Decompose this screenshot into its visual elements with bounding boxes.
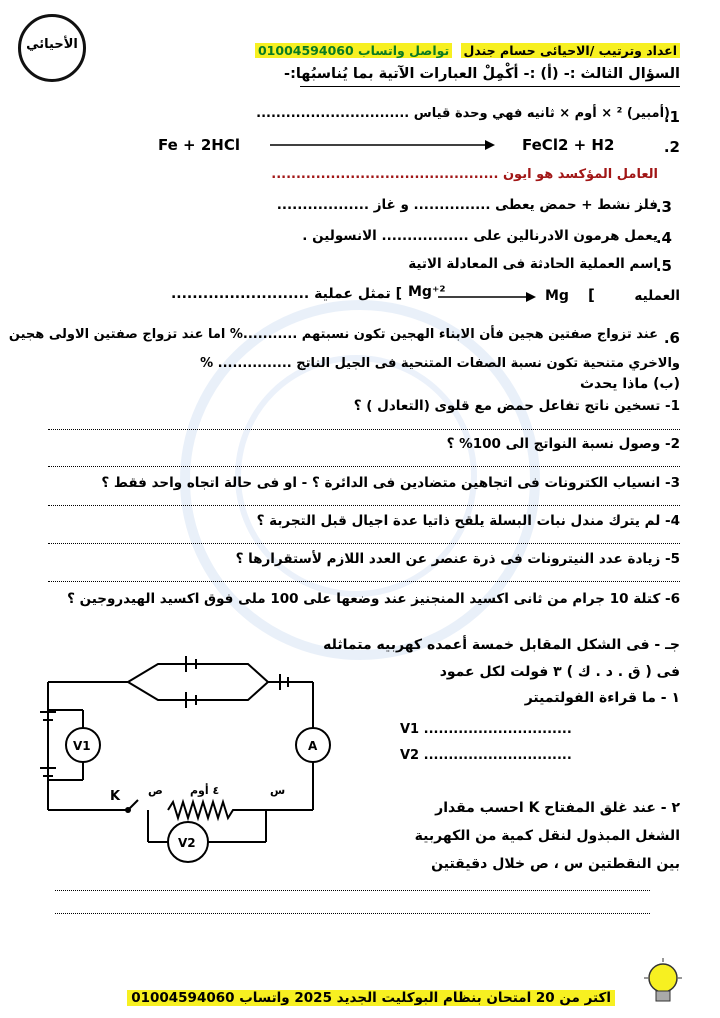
q4-number: .4 <box>655 229 672 247</box>
v1-label: V1 <box>73 739 91 753</box>
lightbulb-icon <box>640 958 686 1012</box>
ohm-label: ٤ أوم <box>190 784 220 797</box>
part-b-item: 5- زيادة عدد النيترونات فى ذرة عنصر عن العدد اللازم لأستقرارها ؟ <box>235 551 680 567</box>
q1-text: (أمبير) ² × أوم × ثانيه فهي وحدة قياس ............................... <box>256 106 670 121</box>
seen-label: س <box>270 784 286 797</box>
q4-text: يعمل هرمون الادرنالين على ................. الانسولين . <box>302 228 658 244</box>
answer-line[interactable] <box>48 466 680 467</box>
q2-number: .2 <box>663 138 680 156</box>
q6-line-2: والاخري متنحية تكون نسبة الصفات المتنحية فى الجيل الناتج ............... % <box>200 356 680 371</box>
q3-text: فلز نشط + حمض يعطى ............... و غاز .................. <box>276 197 658 213</box>
q5-equation-tail: ] تمثل عملية .......................... <box>170 286 402 302</box>
contact-number: تواصل واتساب 01004594060 <box>255 43 452 58</box>
q1-number: .1 <box>663 108 680 126</box>
part-b-item: 1- تسخين ناتج تفاعل حمض مع قلوى (التعادل ) ؟ <box>353 398 680 414</box>
v2-label: V2 <box>178 836 196 850</box>
part-b-item: 6- كتلة 10 جرام من ثانى اكسيد المنجنيز عند وضعها على 100 ملى فوق اكسيد الهيدروجين ؟ <box>67 591 680 607</box>
prepared-by: اعداد وترتيب /الاحيائى حسام جندل <box>461 43 680 58</box>
footer-banner: اكتر من 20 امتحان بنظام البوكليت الجديد 2025 واتساب 01004594060 <box>127 990 615 1006</box>
answer-line[interactable] <box>55 890 650 891</box>
part-c-sub2-line1: ٢ - عند غلق المفتاح K احسب مقدار <box>435 800 680 816</box>
q2-oxidizing-agent: العامل المؤكسد هو ايون .............................................. <box>271 167 658 182</box>
header-bar <box>255 43 680 58</box>
q5-number: .5 <box>655 257 672 275</box>
answer-line[interactable] <box>48 429 680 430</box>
part-c-intro-2: فى ( ق . د . ك ) ٣ فولت لكل عمود <box>439 664 680 680</box>
q5-product: Mg⁺² <box>408 284 446 300</box>
part-b-item: 3- انسياب الكترونات فى اتجاهين متضادين فى الدائرة ؟ - او فى حالة اتجاه واحد فقط ؟ <box>101 475 680 491</box>
part-c-sub2-line3: بين النقطتين س ، ص خلال دقيقتين <box>431 856 680 872</box>
v1-answer: V1 .............................. <box>400 722 572 737</box>
q6-number: .6 <box>663 329 680 347</box>
a-label: A <box>308 739 318 753</box>
part-b-item: 4- لم يترك مندل نبات البسلة يلقح ذاتيا عدة اجيال قبل التجربة ؟ <box>256 513 680 529</box>
sad-label: ص <box>148 784 163 797</box>
q5-equation-label: العمليه <box>634 288 680 304</box>
switch-pivot <box>125 807 131 813</box>
answer-line[interactable] <box>48 543 680 544</box>
part-b-item: 2- وصول نسبة النواتج الى 100% ؟ <box>446 436 680 452</box>
q5-arrow <box>438 291 536 303</box>
q2-products: FeCl2 + H2 <box>522 136 615 154</box>
q2-reactants: Fe + 2HCl <box>158 136 240 154</box>
q5-reactant: Mg <box>545 288 569 304</box>
part-c-intro: جـ - فى الشكل المقابل خمسة أعمده كهربيه متماثله <box>323 637 680 653</box>
q2-arrow <box>270 139 495 151</box>
part-c-sub2-line2: الشغل المبذول لنقل كمية من الكهربية <box>414 828 680 844</box>
q6-line-1: عند تزواج صفتين هجين فأن الابناء الهجين تكون نسبتهم ...........% اما عند تزواج صفتين الاولى هجين <box>8 327 658 342</box>
k-label: K <box>110 789 121 804</box>
part-b-title: (ب) ماذا يحدث <box>579 376 680 392</box>
q3-number: .3 <box>655 198 672 216</box>
title-underline <box>300 86 680 87</box>
answer-line[interactable] <box>55 913 650 914</box>
section-title: السؤال الثالث :- (أ) :- أكْمِلْ العبارات الآتية بما يُناسبُها:- <box>284 66 680 82</box>
part-c-sub1: ١ - ما قراءة الفولتميتر <box>524 690 680 706</box>
answer-line[interactable] <box>48 505 680 506</box>
v2-answer: V2 .............................. <box>400 748 572 763</box>
q5-text: اسم العملية الحادثة فى المعادلة الاتية <box>408 256 658 272</box>
answer-line[interactable] <box>48 581 680 582</box>
logo <box>18 14 86 82</box>
circuit-diagram <box>18 650 348 880</box>
q5-bracket-open: [ <box>588 286 595 304</box>
logo-text: الأحيائي <box>26 37 78 52</box>
